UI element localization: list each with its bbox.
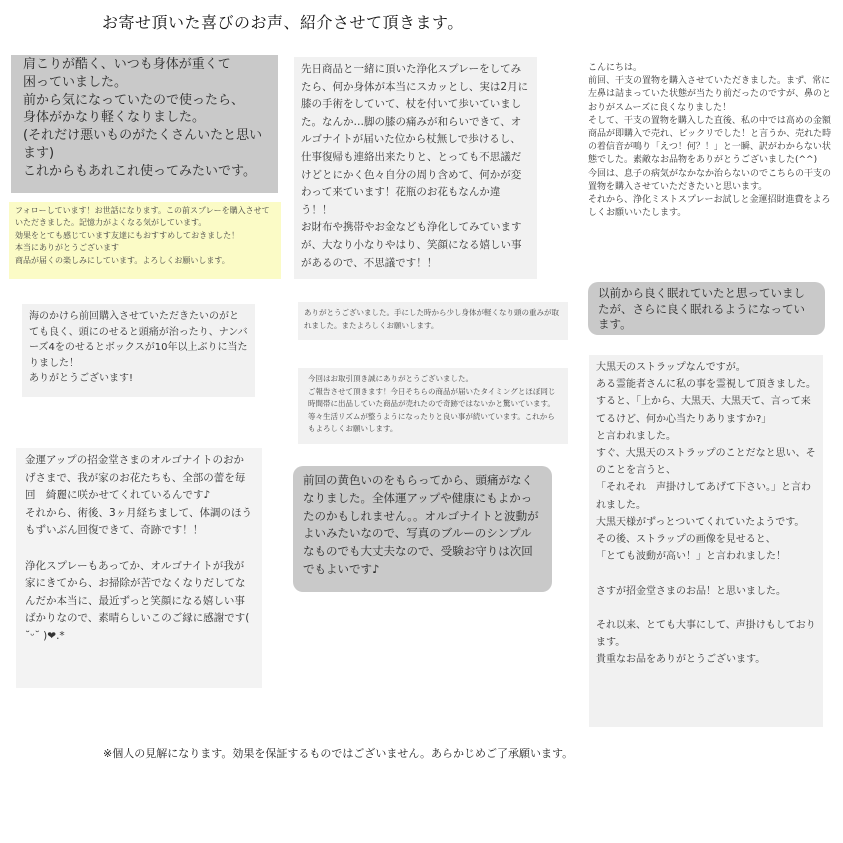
testimonial-card: 金運アップの招金堂さまのオルゴナイトのおかげさまで、我が家のお花たちも、全部の蕾を毎回 綺麗に咲かせてくれているんです♪ それから、術後、3ヶ月経ちまして、体調のほうもずいぶん回復できて、奇跡です！！ 浄化スプレーもあってか、オルゴナイトが我が家にきてから、お掃除が苦でなくなりだしてなんだか本当に、最近ずっと笑顔になる嬉しい事ばかりなので、素晴らしいこのご縁に感謝です( ˘ᵕ˘ )❤︎.*: [16, 448, 262, 688]
testimonial-card: ありがとうございました。手にした時から少し身体が軽くなり頭の重みが取れました。またよろしくお願いします。: [298, 302, 568, 340]
page-heading: お寄せ頂いた喜びのお声、紹介させて頂きます。: [102, 13, 464, 32]
testimonial-card: フォローしています！お世話になります。この前スプレーを購入させていただきました。記憶力がよくなる気がしています。 効果をとても感じています友達にもおすすめしておきました！ 本当にありがとうございます 商品が届くの楽しみにしています。よろしくお願いします。: [9, 202, 281, 279]
disclaimer-note: ※個人の見解になります。効果を保証するものではございません。あらかじめご了承願います。: [103, 747, 574, 760]
testimonial-card: 以前から良く眠れていたと思っていましたが、さらに良く眠れるようになっています。: [588, 282, 825, 335]
testimonial-card: こんにちは。 前回、干支の置物を購入させていただきました。まず、常に左鼻は詰まっていた状態が当たり前だったのですが、鼻のとおりがスムーズに良くなりました！ そして、干支の置物を購入した直後、私の中では高めの金額商品が即購入で売れ、ビックリでした！と言うか、売れた時の着信音が鳴り「えつ！何？！」と一瞬、訳がわからない状態でした。素敵なお品物をありがとうございました(^^) 今回は、息子の病気がなかなか治らないのでこちらの干支の置物を購入させていただきたいと思います。 それから、浄化ミストスプレーお試しと金運招財進費をよろしくお願いいたします。: [583, 58, 838, 268]
testimonial-card: 先日商品と一緒に頂いた浄化スプレーをしてみたら、何か身体が本当にスカッとし、実は2月に膝の手術をしていて、杖を付いて歩いていました。なんか…脚の膝の痛みが和らいできて、オルゴナイトが届いた位から杖無しで歩けるし、仕事復帰も連絡出来たりと、とっても不思議だけどとにかく色々自分の周り含めて、何かが変わって来ています！花瓶のお花もなんか違う！！ お財布や携帯やお金なども浄化してみていますが、大なり小なりやはり、笑顔になる嬉しい事があるので、不思議です！！: [294, 57, 537, 279]
testimonial-card: 大黒天のストラップなんですが。 ある霊能者さんに私の事を霊視して頂きました。 すると、「上から、大黒天、大黒天て、言って来てるけど、何か心当たりありますか?」 と言われました。 すぐ、大黒天のストラップのことだなと思い、そのことを言うと、 「それそれ 声掛けしてあげて下さい。」と言われました。 大黒天様がずっとついてくれていたようです。 その後、ストラップの画像を見せると、 「とても波動が高い！」と言われました！ さすが招金堂さまのお品！と思いました。 それ以来、とても大事にして、声掛けもしております。 貴重なお品をありがとうございます。: [589, 355, 823, 727]
testimonial-card: 前回の黄色いのをもらってから、頭痛がなくなりました。全体運アップや健康にもよかったのかもしれません。。オルゴナイトと波動がよいみたいなので、写真のブルーのシンプルなものでも大丈夫なので、受験お守りは次回でもよいです♪: [293, 466, 552, 592]
testimonial-card: 今回はお取引頂き誠にありがとうございました。 ご報告させて頂きます！今日そちらの商品が届いたタイミングとほぼ同じ時間帯に出品していた商品が売れたので奇跡ではないかと驚いています。等々生活リズムが整うようになったりと良い事が続いています。これからもよろしくお願いします。: [298, 368, 568, 444]
testimonial-card: 肩こりが酷く、いつも身体が重くて 困っていました。 前から気になっていたので使ったら、 身体がかなり軽くなりました。 (それだけ悪いものがたくさんいたと思います) これからもあれこれ使ってみたいです。: [11, 55, 278, 193]
testimonial-card: 海のかけら前回購入させていただきたいのがとても良く、頭にのせると頭痛が治ったり、ナンバーズ4をのせるとボックスが10年以上ぶりに当たりました！ ありがとうございます!: [22, 304, 255, 397]
